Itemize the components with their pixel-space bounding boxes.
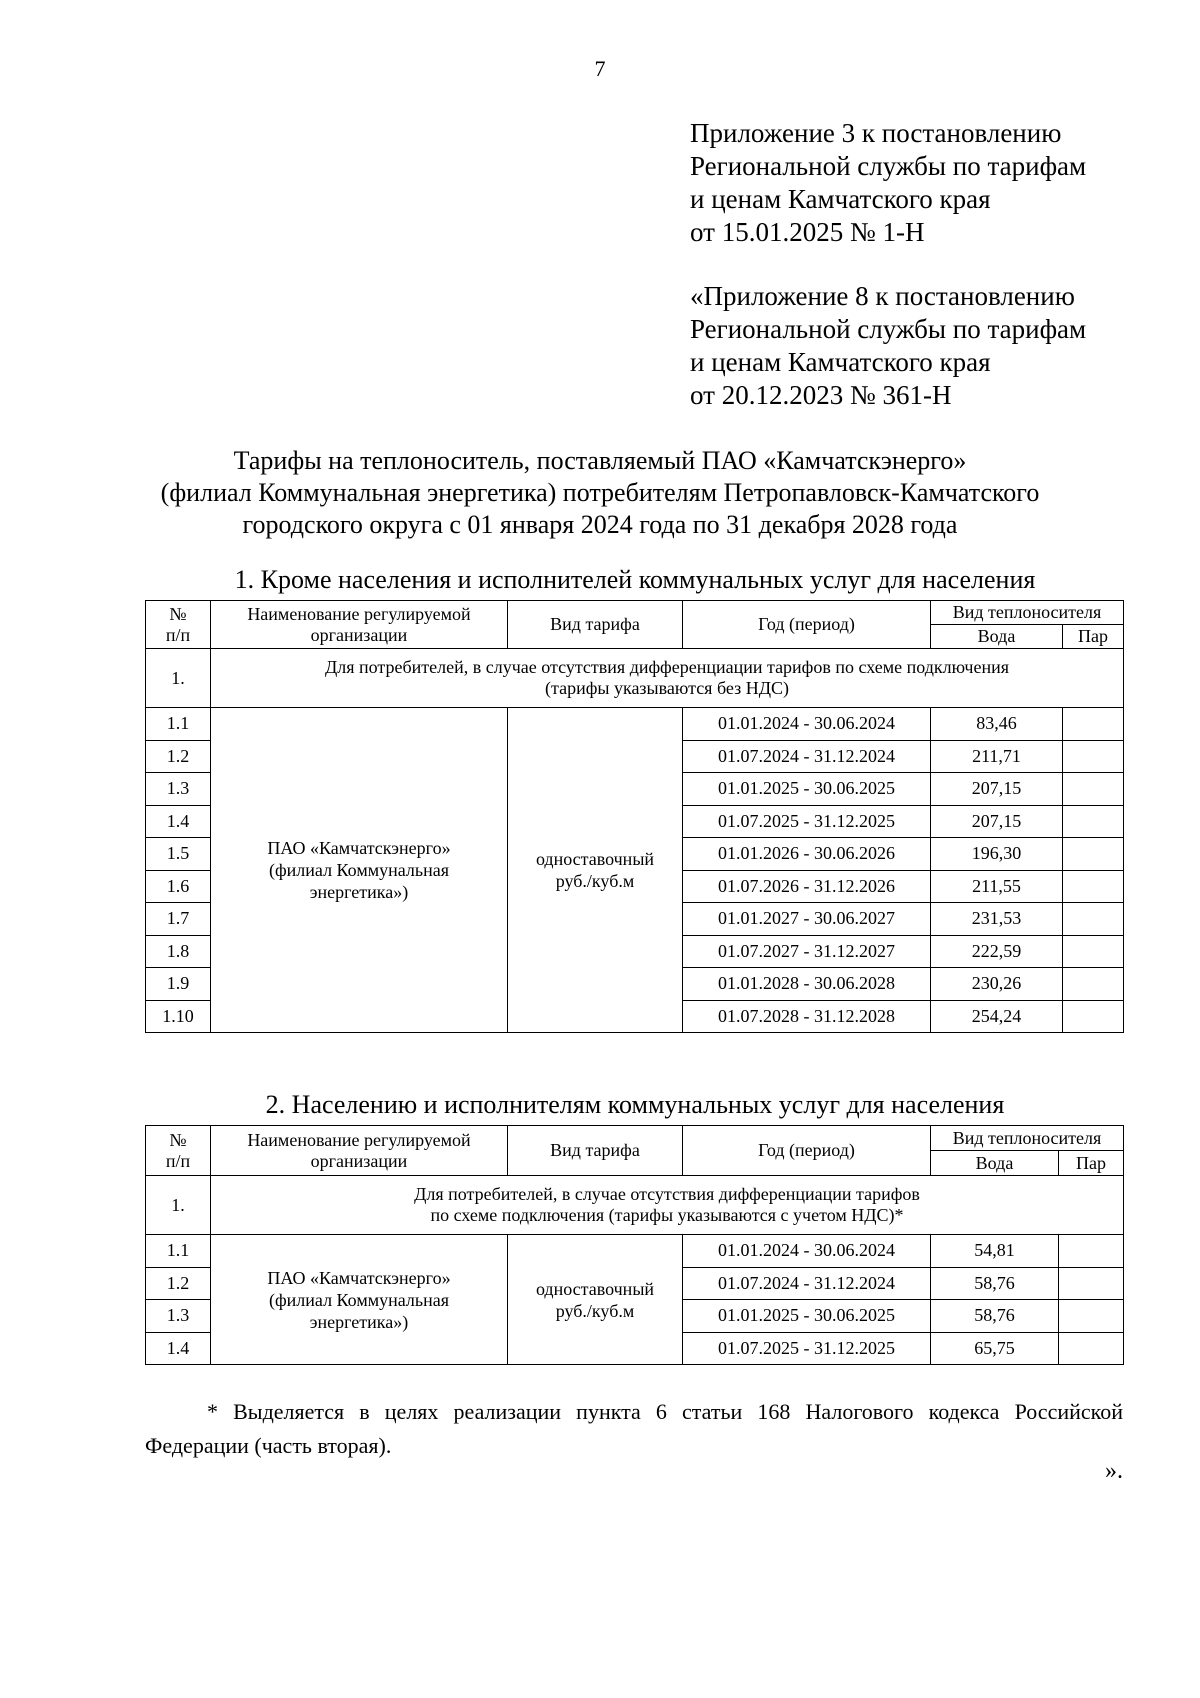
row-number: 1.9	[146, 968, 211, 1001]
steam-price-cell	[1063, 903, 1124, 936]
water-price-cell: 231,53	[931, 903, 1063, 936]
header-organization: Наименование регулируемой организации	[211, 601, 508, 649]
group-description: Для потребителей, в случае отсутствия дифференциации тарифов по схеме подключения (тарифы указываются с учетом НДС)*	[211, 1176, 1124, 1235]
period-cell: 01.07.2027 - 31.12.2027	[683, 935, 931, 968]
row-number: 1.4	[146, 805, 211, 838]
organization-name: ПАО «Камчатскэнерго» (филиал Коммунальная энергетика»)	[211, 1235, 508, 1365]
steam-price-cell	[1063, 708, 1124, 741]
page-number: 7	[594, 56, 606, 81]
water-price-cell: 54,81	[931, 1235, 1059, 1268]
group-description: Для потребителей, в случае отсутствия дифференциации тарифов по схеме подключения (тарифы указываются без НДС)	[211, 649, 1124, 708]
document-title	[60, 445, 1140, 541]
row-number: 1.3	[146, 1300, 211, 1333]
header-water: Вода	[931, 1151, 1059, 1176]
water-price-cell: 211,55	[931, 870, 1063, 903]
appendix-3-line: и ценам Камчатского края	[690, 184, 991, 214]
group-number: 1.	[146, 1176, 211, 1235]
water-price-cell: 58,76	[931, 1267, 1059, 1300]
steam-price-cell	[1063, 935, 1124, 968]
water-price-cell: 65,75	[931, 1332, 1059, 1365]
water-price-cell: 83,46	[931, 708, 1063, 741]
steam-price-cell	[1063, 968, 1124, 1001]
footnote: * Выделяется в целях реализации пункта 6 статьи 168 Налогового кодекса Российской Федерации (часть вторая).	[145, 1399, 1123, 1458]
water-price-cell: 222,59	[931, 935, 1063, 968]
period-cell: 01.01.2024 - 30.06.2024	[683, 1235, 931, 1268]
header-period: Год (период)	[683, 601, 931, 649]
header-tariff-type: Вид тарифа	[508, 601, 683, 649]
steam-price-cell	[1059, 1332, 1124, 1365]
title-line: Тарифы на теплоноситель, поставляемый ПАО «Камчатскэнерго»	[233, 446, 967, 475]
row-number: 1.1	[146, 1235, 211, 1268]
title-line: городского округа с 01 января 2024 года по 31 декабря 2028 года	[242, 510, 958, 539]
steam-price-cell	[1063, 838, 1124, 871]
period-cell: 01.07.2025 - 31.12.2025	[683, 1332, 931, 1365]
period-cell: 01.01.2028 - 30.06.2028	[683, 968, 931, 1001]
header-organization: Наименование регулируемой организации	[211, 1126, 508, 1176]
appendix-8-line: Региональной службы по тарифам	[690, 314, 1087, 344]
row-number: 1.2	[146, 1267, 211, 1300]
appendix-3-header	[690, 117, 1086, 249]
header-carrier: Вид теплоносителя	[931, 1126, 1124, 1151]
period-cell: 01.07.2024 - 31.12.2024	[683, 740, 931, 773]
appendix-8-header	[690, 280, 1086, 412]
tariff-table-1	[145, 600, 1124, 1033]
header-num: № п/п	[146, 601, 211, 649]
row-number: 1.7	[146, 903, 211, 936]
header-steam: Пар	[1063, 625, 1124, 649]
row-number: 1.1	[146, 708, 211, 741]
header-num: № п/п	[146, 1126, 211, 1176]
steam-price-cell	[1059, 1267, 1124, 1300]
appendix-8-line: от 20.12.2023 № 361-Н	[690, 380, 952, 410]
period-cell: 01.01.2027 - 30.06.2027	[683, 903, 931, 936]
closing-quote: ».	[1105, 1458, 1123, 1484]
appendix-8-line: и ценам Камчатского края	[690, 347, 991, 377]
steam-price-cell	[1059, 1235, 1124, 1268]
water-price-cell: 211,71	[931, 740, 1063, 773]
title-line: (филиал Коммунальная энергетика) потребителям Петропавловск-Камчатского	[160, 478, 1040, 507]
row-number: 1.8	[146, 935, 211, 968]
steam-price-cell	[1063, 1000, 1124, 1033]
row-number: 1.5	[146, 838, 211, 871]
steam-price-cell	[1063, 870, 1124, 903]
water-price-cell: 207,15	[931, 773, 1063, 806]
row-number: 1.3	[146, 773, 211, 806]
header-carrier: Вид теплоносителя	[931, 601, 1124, 625]
water-price-cell: 207,15	[931, 805, 1063, 838]
period-cell: 01.07.2025 - 31.12.2025	[683, 805, 931, 838]
appendix-3-line: Региональной службы по тарифам	[690, 151, 1087, 181]
steam-price-cell	[1063, 773, 1124, 806]
row-number: 1.2	[146, 740, 211, 773]
row-number: 1.6	[146, 870, 211, 903]
appendix-3-line: Приложение 3 к постановлению	[690, 118, 1062, 148]
row-number: 1.4	[146, 1332, 211, 1365]
row-number: 1.10	[146, 1000, 211, 1033]
period-cell: 01.07.2026 - 31.12.2026	[683, 870, 931, 903]
header-steam: Пар	[1059, 1151, 1124, 1176]
steam-price-cell	[1063, 805, 1124, 838]
period-cell: 01.07.2028 - 31.12.2028	[683, 1000, 931, 1033]
tariff-type: одноставочный руб./куб.м	[508, 708, 683, 1033]
header-water: Вода	[931, 625, 1063, 649]
appendix-3-line: от 15.01.2025 № 1-Н	[690, 217, 925, 247]
period-cell: 01.01.2025 - 30.06.2025	[683, 773, 931, 806]
section-1-title: 1. Кроме населения и исполнителей коммунальных услуг для населения	[234, 565, 1036, 594]
steam-price-cell	[1063, 740, 1124, 773]
table-row	[146, 708, 1124, 741]
appendix-8-line: «Приложение 8 к постановлению	[690, 281, 1075, 311]
water-price-cell: 230,26	[931, 968, 1063, 1001]
header-period: Год (период)	[683, 1126, 931, 1176]
period-cell: 01.01.2024 - 30.06.2024	[683, 708, 931, 741]
section-2-title: 2. Населению и исполнителям коммунальных услуг для населения	[265, 1090, 1005, 1119]
period-cell: 01.07.2024 - 31.12.2024	[683, 1267, 931, 1300]
water-price-cell: 196,30	[931, 838, 1063, 871]
organization-name: ПАО «Камчатскэнерго» (филиал Коммунальная энергетика»)	[211, 708, 508, 1033]
tariff-type: одноставочный руб./куб.м	[508, 1235, 683, 1365]
steam-price-cell	[1059, 1300, 1124, 1333]
header-tariff-type: Вид тарифа	[508, 1126, 683, 1176]
water-price-cell: 254,24	[931, 1000, 1063, 1033]
period-cell: 01.01.2026 - 30.06.2026	[683, 838, 931, 871]
group-number: 1.	[146, 649, 211, 708]
period-cell: 01.01.2025 - 30.06.2025	[683, 1300, 931, 1333]
tariff-table-2	[145, 1125, 1124, 1365]
water-price-cell: 58,76	[931, 1300, 1059, 1333]
table-row	[146, 1235, 1124, 1268]
